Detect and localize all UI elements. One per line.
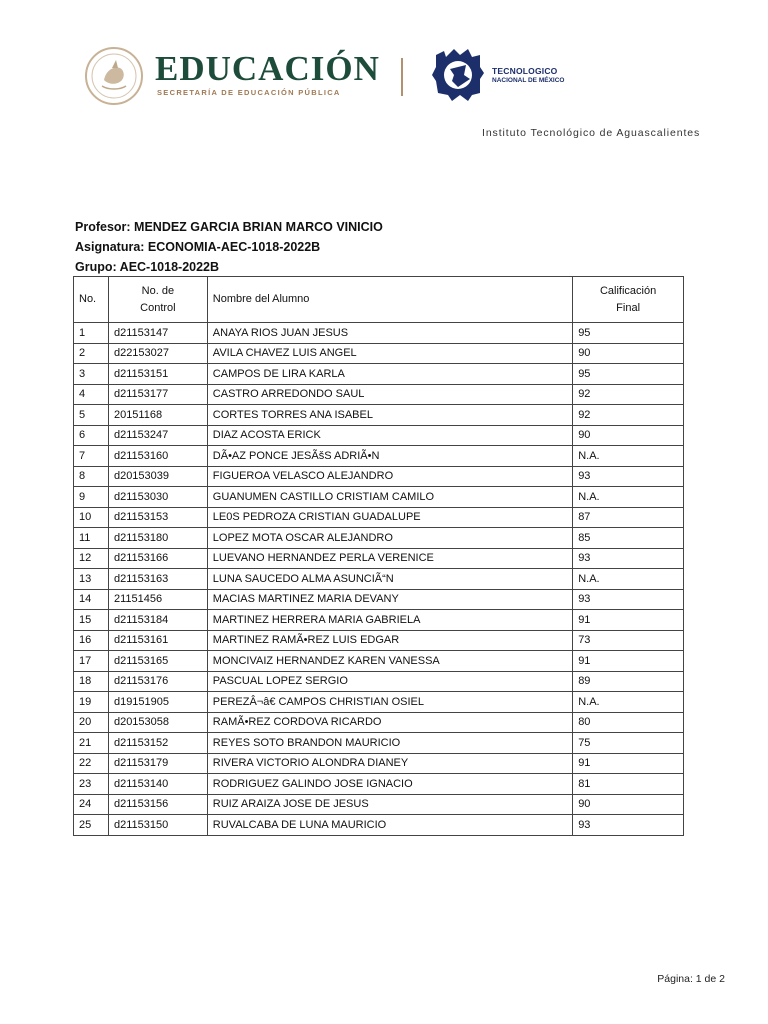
cell-no: 3 (74, 364, 109, 385)
table-row (74, 528, 684, 549)
cell-no: 20 (74, 712, 109, 733)
cell-no: 8 (74, 466, 109, 487)
cell-control: d21153247 (108, 425, 207, 446)
table-row (74, 671, 684, 692)
cell-no: 12 (74, 548, 109, 569)
cell-control: d21153140 (108, 774, 207, 795)
cell-no: 2 (74, 343, 109, 364)
table-row (74, 569, 684, 590)
cell-calif: 95 (573, 323, 684, 344)
cell-nombre: MONCIVAIZ HERNANDEZ KAREN VANESSA (207, 651, 572, 672)
tecnm-logo-text (492, 66, 564, 85)
cell-nombre: DÃ•AZ PONCE JESÃšS ADRIÃ•N (207, 446, 572, 467)
cell-no: 24 (74, 794, 109, 815)
table-row (74, 507, 684, 528)
cell-control: d21153177 (108, 384, 207, 405)
table-row (74, 794, 684, 815)
table-row (74, 753, 684, 774)
cell-calif: 85 (573, 528, 684, 549)
cell-nombre: CASTRO ARREDONDO SAUL (207, 384, 572, 405)
cell-nombre: PEREZÂ¬â€ CAMPOS CHRISTIAN OSIEL (207, 692, 572, 713)
mexico-seal-icon (84, 46, 144, 106)
cell-calif: 93 (573, 548, 684, 569)
cell-control: d21153153 (108, 507, 207, 528)
table-row (74, 610, 684, 631)
cell-control: d21153152 (108, 733, 207, 754)
cell-calif: 90 (573, 343, 684, 364)
cell-nombre: RUVALCABA DE LUNA MAURICIO (207, 815, 572, 836)
document-header (0, 0, 768, 150)
table-row (74, 651, 684, 672)
cell-no: 19 (74, 692, 109, 713)
header-nombre: Nombre del Alumno (207, 277, 572, 323)
cell-nombre: AVILA CHAVEZ LUIS ANGEL (207, 343, 572, 364)
cell-no: 5 (74, 405, 109, 426)
cell-calif: 93 (573, 589, 684, 610)
cell-no: 22 (74, 753, 109, 774)
cell-no: 17 (74, 651, 109, 672)
cell-control: d21153151 (108, 364, 207, 385)
cell-nombre: LUNA SAUCEDO ALMA ASUNCIÃ“N (207, 569, 572, 590)
cell-control: d20153039 (108, 466, 207, 487)
cell-control: d21153165 (108, 651, 207, 672)
table-row (74, 774, 684, 795)
table-row (74, 589, 684, 610)
cell-calif: 92 (573, 384, 684, 405)
cell-control: d21153184 (108, 610, 207, 631)
cell-calif: 93 (573, 466, 684, 487)
cell-no: 10 (74, 507, 109, 528)
cell-nombre: MACIAS MARTINEZ MARIA DEVANY (207, 589, 572, 610)
page-number: Página: 1 de 2 (657, 973, 725, 985)
cell-calif: N.A. (573, 487, 684, 508)
cell-calif: N.A. (573, 692, 684, 713)
tecnm-line2: NACIONAL DE MÉXICO (492, 77, 565, 84)
cell-nombre: RODRIGUEZ GALINDO JOSE IGNACIO (207, 774, 572, 795)
table-row (74, 405, 684, 426)
table-body (74, 323, 684, 836)
cell-no: 14 (74, 589, 109, 610)
cell-nombre: RAMÃ•REZ CORDOVA RICARDO (207, 712, 572, 733)
cell-no: 18 (74, 671, 109, 692)
header-control-line2: Control (140, 301, 176, 314)
cell-no: 9 (74, 487, 109, 508)
education-logo-title: EDUCACIÓN (155, 49, 380, 88)
table-row (74, 630, 684, 651)
cell-nombre: CORTES TORRES ANA ISABEL (207, 405, 572, 426)
education-logo-subtitle: SECRETARÍA DE EDUCACIÓN PÚBLICA (157, 88, 341, 97)
cell-calif: 95 (573, 364, 684, 385)
cell-control: d21153147 (108, 323, 207, 344)
cell-no: 21 (74, 733, 109, 754)
cell-calif: 75 (573, 733, 684, 754)
grades-table (73, 276, 684, 836)
cell-no: 11 (74, 528, 109, 549)
cell-calif: 93 (573, 815, 684, 836)
table-row (74, 343, 684, 364)
cell-nombre: PASCUAL LOPEZ SERGIO (207, 671, 572, 692)
header-calificacion (573, 277, 684, 323)
cell-no: 15 (74, 610, 109, 631)
header-control-line1: No. de (141, 284, 175, 297)
cell-calif: 90 (573, 794, 684, 815)
cell-control: d21153176 (108, 671, 207, 692)
cell-control: d21153166 (108, 548, 207, 569)
cell-calif: N.A. (573, 569, 684, 590)
cell-control: 20151168 (108, 405, 207, 426)
cell-nombre: ANAYA RIOS JUAN JESUS (207, 323, 572, 344)
cell-control: d20153058 (108, 712, 207, 733)
course-info (75, 217, 383, 277)
cell-nombre: RUIZ ARAIZA JOSE DE JESUS (207, 794, 572, 815)
asignatura-line: Asignatura: ECONOMIA-AEC-1018-2022B (75, 240, 321, 254)
table-row (74, 487, 684, 508)
cell-control: d21153030 (108, 487, 207, 508)
cell-control: d21153180 (108, 528, 207, 549)
cell-nombre: REYES SOTO BRANDON MAURICIO (207, 733, 572, 754)
grupo-line: Grupo: AEC-1018-2022B (75, 260, 220, 274)
table-row (74, 692, 684, 713)
cell-control: d21153160 (108, 446, 207, 467)
table-row (74, 323, 684, 344)
cell-calif: 90 (573, 425, 684, 446)
profesor-line: Profesor: MENDEZ GARCIA BRIAN MARCO VINICIO (75, 220, 383, 234)
cell-nombre: CAMPOS DE LIRA KARLA (207, 364, 572, 385)
cell-control: d19151905 (108, 692, 207, 713)
cell-no: 23 (74, 774, 109, 795)
cell-calif: 91 (573, 610, 684, 631)
cell-calif: 87 (573, 507, 684, 528)
cell-no: 4 (74, 384, 109, 405)
table-row (74, 446, 684, 467)
cell-calif: 89 (573, 671, 684, 692)
table-row (74, 384, 684, 405)
cell-control: 21151456 (108, 589, 207, 610)
table-row (74, 466, 684, 487)
header-calif-line2: Final (616, 301, 641, 314)
cell-calif: 91 (573, 753, 684, 774)
cell-no: 1 (74, 323, 109, 344)
header-control (108, 277, 207, 323)
cell-control: d21153150 (108, 815, 207, 836)
cell-nombre: LE0S PEDROZA CRISTIAN GUADALUPE (207, 507, 572, 528)
cell-calif: 92 (573, 405, 684, 426)
cell-calif: 81 (573, 774, 684, 795)
institute-name: Instituto Tecnológico de Aguascalientes (482, 127, 701, 139)
cell-nombre: RIVERA VICTORIO ALONDRA DIANEY (207, 753, 572, 774)
table-row (74, 364, 684, 385)
cell-nombre: GUANUMEN CASTILLO CRISTIAM CAMILO (207, 487, 572, 508)
table-row (74, 425, 684, 446)
cell-no: 13 (74, 569, 109, 590)
cell-nombre: LUEVANO HERNANDEZ PERLA VERENICE (207, 548, 572, 569)
table-row (74, 733, 684, 754)
table-row (74, 548, 684, 569)
cell-nombre: LOPEZ MOTA OSCAR ALEJANDRO (207, 528, 572, 549)
tecnm-logo-icon (430, 45, 486, 103)
cell-control: d21153156 (108, 794, 207, 815)
cell-control: d21153163 (108, 569, 207, 590)
header-no: No. (74, 277, 109, 323)
cell-nombre: MARTINEZ RAMÃ•REZ LUIS EDGAR (207, 630, 572, 651)
cell-calif: 80 (573, 712, 684, 733)
cell-no: 16 (74, 630, 109, 651)
cell-nombre: FIGUEROA VELASCO ALEJANDRO (207, 466, 572, 487)
table-row (74, 712, 684, 733)
table-row (74, 815, 684, 836)
table-header-row (74, 277, 684, 323)
cell-control: d21153179 (108, 753, 207, 774)
header-calif-line1: Calificación (599, 284, 657, 297)
tecnm-line1: TECNOLOGICO (492, 66, 558, 76)
cell-calif: 91 (573, 651, 684, 672)
cell-no: 6 (74, 425, 109, 446)
cell-nombre: DIAZ ACOSTA ERICK (207, 425, 572, 446)
cell-calif: 73 (573, 630, 684, 651)
cell-no: 7 (74, 446, 109, 467)
cell-control: d22153027 (108, 343, 207, 364)
cell-no: 25 (74, 815, 109, 836)
cell-control: d21153161 (108, 630, 207, 651)
cell-nombre: MARTINEZ HERRERA MARIA GABRIELA (207, 610, 572, 631)
cell-calif: N.A. (573, 446, 684, 467)
logo-divider (401, 58, 403, 96)
